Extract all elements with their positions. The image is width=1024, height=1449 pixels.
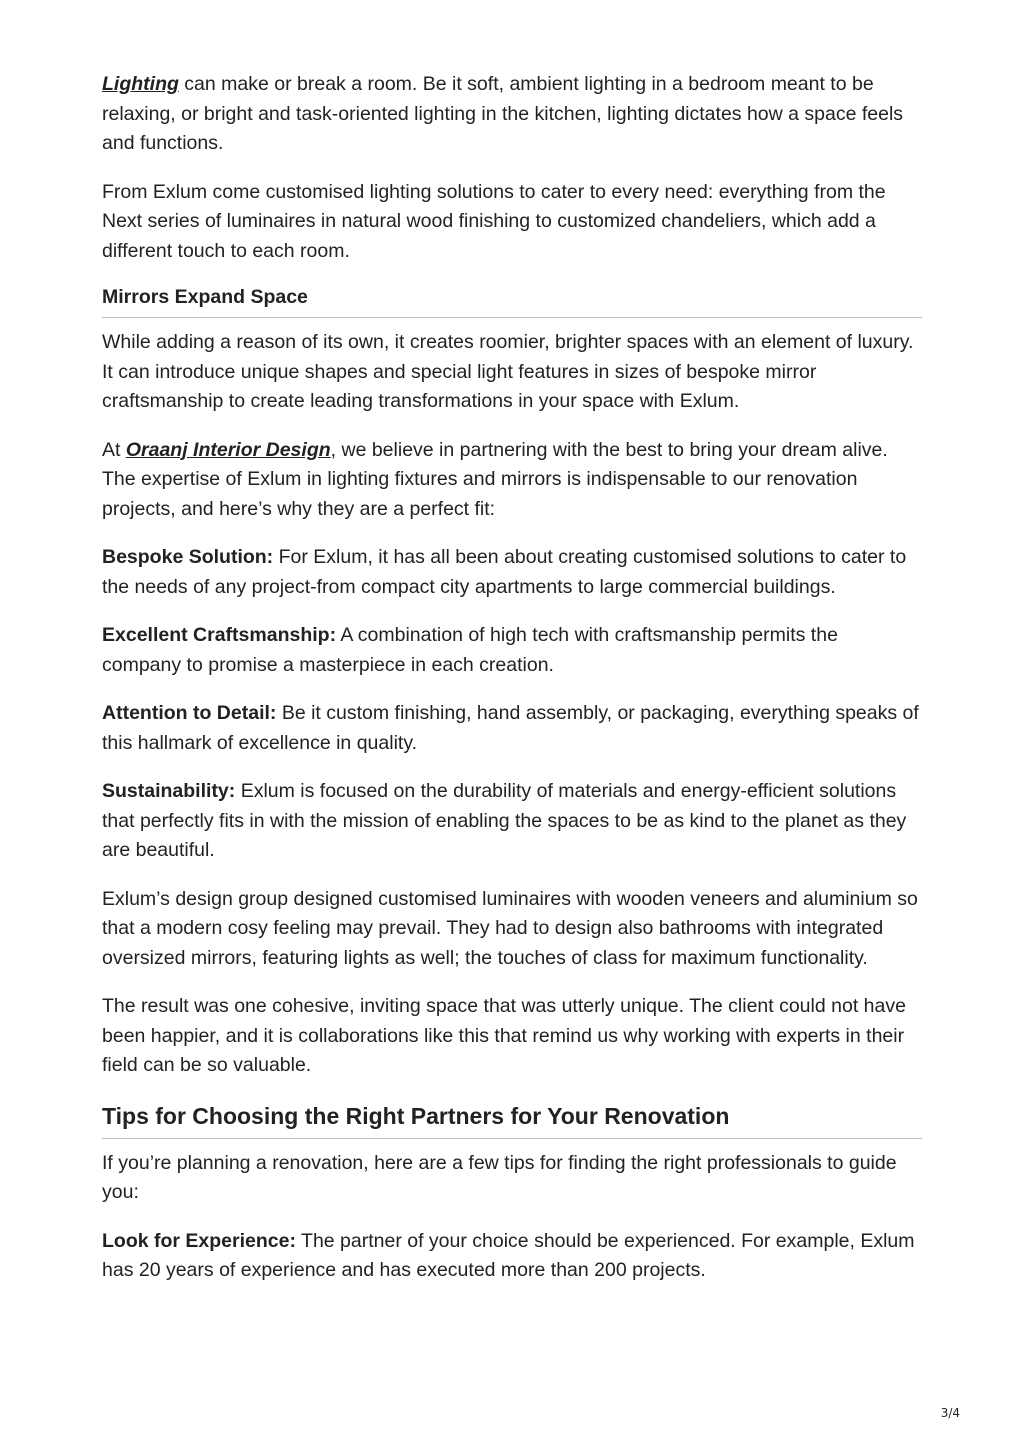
page-number: 3/4 — [940, 1406, 960, 1420]
point-label: Bespoke Solution: — [102, 546, 274, 568]
mirrors-paragraph: While adding a reason of its own, it creates roomier, brighter spaces with an element of luxury. It can introduce unique shapes and special light features in sizes of bespoke mirror craftsmanship to create leading transformations in your space with Exlum. — [102, 331, 914, 412]
oraanj-text: , we believe in partnering with the best to bring your dream alive. The expertise of Exlum in lighting fixtures and mirrors is indispensable to our renovation projects, and here’s why they are a perfect fit: — [102, 438, 888, 520]
tip-experience — [102, 1227, 922, 1286]
result-paragraph: The result was one cohesive, inviting space that was utterly unique. The client could not have been happier, and it is collaborations like this that remind us why working with experts in their field can be so valuable. — [102, 995, 906, 1076]
lighting-link[interactable]: Lighting — [102, 73, 179, 95]
point-bespoke — [102, 543, 922, 602]
oraanj-prefix: At — [102, 438, 126, 461]
point-text: Be it custom finishing, hand assembly, or packaging, everything speaks of this hallmark of excellence in quality. — [102, 702, 919, 754]
oraanj-paragraph — [102, 436, 922, 525]
point-label: Excellent Craftsmanship: — [102, 624, 337, 646]
point-detail — [102, 699, 922, 758]
lighting-paragraph — [102, 70, 922, 159]
tip-text: The partner of your choice should be experienced. For example, Exlum has 20 years of experience and has executed more than 200 projects. — [102, 1229, 915, 1281]
point-text: For Exlum, it has all been about creating customised solutions to cater to the needs of any project-from compact city apartments to large commercial buildings. — [102, 546, 907, 598]
lighting-text: can make or break a room. Be it soft, ambient lighting in a bedroom meant to be relaxing, or bright and task-oriented lighting in the kitchen, lighting dictates how a space feels and functions. — [102, 73, 904, 154]
design-group-paragraph: Exlum’s design group designed customised luminaires with wooden veneers and aluminium so that a modern cosy feeling may prevail. They had to design also bathrooms with integrated oversized mirrors, featuring lights as well; the touches of class for maximum functionality. — [102, 887, 918, 969]
point-label: Attention to Detail: — [102, 702, 277, 724]
document-body — [102, 70, 922, 1305]
exlum-lighting-paragraph: From Exlum come customised lighting solutions to cater to every need: everything from the Next series of luminaires in natural wood finishing to customized chandeliers, which add a different touch to each room. — [102, 180, 886, 262]
point-text: Exlum is focused on the durability of materials and energy-efficient solutions that perfectly fits in with the mission of enabling the spaces to be as kind to the planet as they are beautiful. — [102, 780, 907, 861]
mirrors-heading: Mirrors Expand Space — [102, 283, 922, 318]
tips-heading: Tips for Choosing the Right Partners for Your Renovation — [102, 1100, 922, 1139]
point-label: Sustainability: — [102, 780, 236, 802]
point-text: A combination of high tech with craftsmanship permits the company to promise a masterpiece in each creation. — [102, 624, 838, 676]
oraanj-link[interactable]: Oraanj Interior Design — [125, 438, 331, 461]
tips-intro-paragraph: If you’re planning a renovation, here are a few tips for finding the right professionals to guide you: — [102, 1151, 897, 1203]
tip-label: Look for Experience: — [102, 1229, 296, 1252]
point-craftsmanship — [102, 621, 922, 680]
point-sustainability — [102, 777, 922, 866]
